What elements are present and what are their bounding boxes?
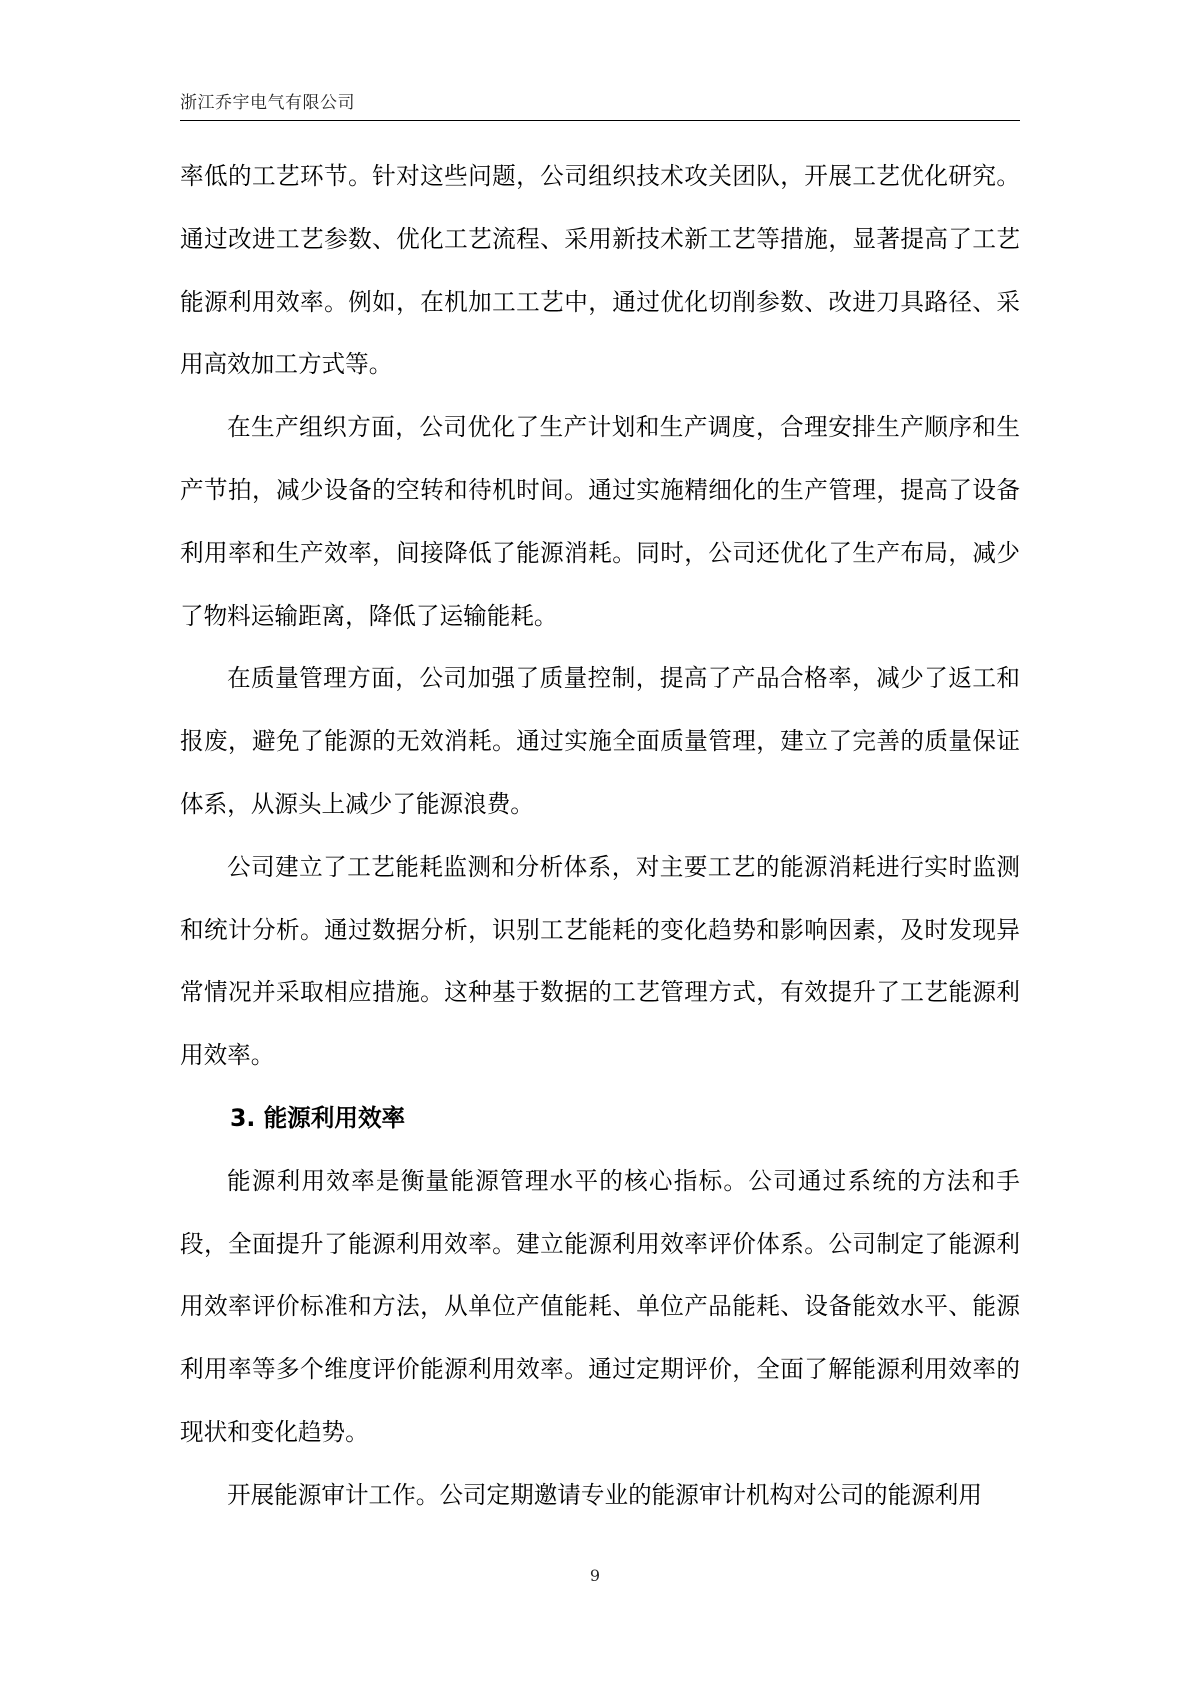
page-header [180,84,1020,121]
paragraph-efficiency-evaluation: 能源利用效率是衡量能源管理水平的核心指标。公司通过系统的方法和手段，全面提升了能源利用效率。建立能源利用效率评价体系。公司制定了能源利用效率评价标准和方法，从单位产值能耗、单位产品能耗、设备能效水平、能源利用率等多个维度评价能源利用效率。通过定期评价，全面了解能源利用效率的现状和变化趋势。 [180,1166,1020,1446]
paragraph-production-organization: 在生产组织方面，公司优化了生产计划和生产调度，合理安排生产顺序和生产节拍，减少设备的空转和待机时间。通过实施精细化的生产管理，提高了设备利用率和生产效率，间接降低了能源消耗。同时，公司还优化了生产布局，减少了物料运输距离，降低了运输能耗。 [180,413,1020,630]
document-body [180,145,1020,1527]
paragraph-quality-management: 在质量管理方面，公司加强了质量控制，提高了产品合格率，减少了返工和报废，避免了能源的无效消耗。通过实施全面质量管理，建立了完善的质量保证体系，从源头上减少了能源浪费。 [180,664,1020,818]
header-company-name: 浙江乔宇电气有限公司 [180,93,355,113]
section-heading-energy-efficiency: 3. 能源利用效率 [230,1103,406,1132]
paragraph-process-optimization: 率低的工艺环节。针对这些问题，公司组织技术攻关团队，开展工艺优化研究。通过改进工艺参数、优化工艺流程、采用新技术新工艺等措施，显著提高了工艺能源利用效率。例如，在机加工工艺中，通过优化切削参数、改进刀具路径、采用高效加工方式等。 [180,162,1020,379]
page-number: 9 [589,1566,601,1585]
paragraph-energy-monitoring: 公司建立了工艺能耗监测和分析体系，对主要工艺的能源消耗进行实时监测和统计分析。通过数据分析，识别工艺能耗的变化趋势和影响因素，及时发现异常情况并采取相应措施。这种基于数据的工艺管理方式，有效提升了工艺能源利用效率。 [180,852,1020,1070]
paragraph-energy-audit: 开展能源审计工作。公司定期邀请专业的能源审计机构对公司的能源利用 [227,1480,982,1509]
